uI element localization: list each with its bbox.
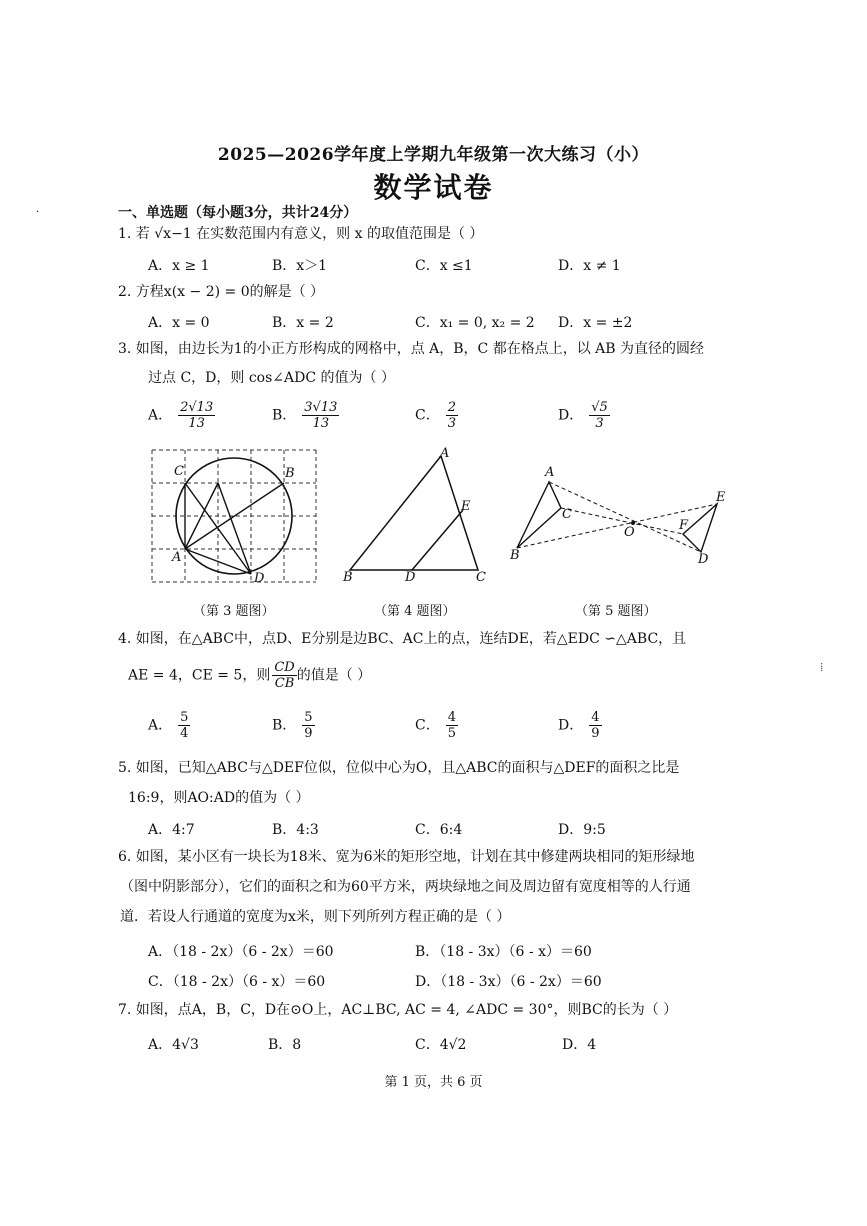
question-7-option-a: A．4√3 — [148, 1037, 199, 1053]
question-6-option-b: B．（18 - 3x）（6 - x）＝60 — [415, 944, 592, 960]
fraction-denominator: CB — [274, 676, 295, 691]
figure-3-caption: （第 3 题图） — [193, 604, 275, 619]
question-7-option-b: B．8 — [268, 1037, 302, 1053]
edge-dot: · — [36, 207, 40, 218]
question-7-stem: 7. 如图，点A，B，C，D在⊙O上，AC⊥BC, AC = 4, ∠ADC = 30°，则BC的长为（ ） — [118, 1002, 678, 1018]
fraction-numerator: √5 — [591, 400, 608, 415]
question-5-stem-line1: 5. 如图，已知△ABC与△DEF位似，位似中心为O，且△ABC的面积与△DEF的面积之比是 — [118, 760, 680, 776]
figure-4-label-c: C — [476, 570, 486, 585]
page-footer: 第 1 页，共 6 页 — [384, 1075, 483, 1090]
question-2-stem: 2. 方程x(x − 2) = 0的解是（ ） — [118, 284, 325, 300]
question-6-option-d: D．（18 - 3x）（6 - 2x）＝60 — [415, 974, 602, 990]
fraction-numerator: 5 — [304, 710, 313, 725]
question-7-option-d: D．4 — [562, 1037, 597, 1053]
fraction — [589, 710, 601, 741]
figure-4-caption: （第 4 题图） — [374, 604, 456, 619]
section-heading: 一、单选题（每小题3分，共计24分） — [118, 205, 358, 221]
figure-5-label-b: B — [510, 548, 520, 563]
fraction — [178, 400, 215, 431]
question-4-option-a — [148, 710, 190, 741]
option-letter: D． — [558, 717, 584, 734]
option-letter: D． — [558, 407, 584, 424]
question-4-option-c — [415, 710, 458, 741]
question-2-option-a: A．x = 0 — [148, 315, 210, 331]
figure-4-label-a: A — [440, 446, 450, 461]
option-letter: C． — [415, 407, 440, 424]
question-6-option-a: A．（18 - 2x）（6 - 2x）＝60 — [148, 944, 334, 960]
figure-4-triangle — [340, 446, 500, 586]
question-5-option-a: A．4:7 — [148, 822, 195, 838]
figure-3-label-b: B — [285, 466, 295, 481]
fraction-numerator: CD — [274, 660, 295, 675]
fraction-denominator: 4 — [180, 726, 189, 741]
fraction — [272, 660, 296, 691]
question-3-option-d — [558, 400, 610, 431]
fraction-numerator: 5 — [180, 710, 189, 725]
fraction-denominator: 3 — [447, 416, 456, 431]
question-4-stem-line2 — [128, 660, 371, 691]
figure-3-label-a: A — [172, 550, 182, 565]
question-4-stem-suffix: 的值是（ ） — [296, 667, 372, 684]
fraction-denominator: 9 — [304, 726, 313, 741]
figure-5-label-e: E — [716, 490, 726, 505]
option-letter: A． — [148, 407, 173, 424]
figure-3-label-d: D — [254, 571, 265, 586]
fraction-denominator: 3 — [595, 416, 604, 431]
fraction — [178, 710, 190, 741]
figure-4-label-b: B — [343, 570, 353, 585]
question-3-stem-line1: 3. 如图，由边长为1的小正方形构成的网格中，点 A，B，C 都在格点上，以 AB 为直径的圆经 — [118, 341, 705, 357]
question-2-option-d: D．x = ±2 — [558, 315, 633, 331]
figure-5-label-a: A — [545, 465, 555, 480]
fraction — [302, 400, 339, 431]
fraction-numerator: 2 — [447, 400, 456, 415]
question-4-option-b — [272, 710, 315, 741]
question-6-option-c: C．（18 - 2x）（6 - x）＝60 — [148, 974, 326, 990]
fraction-denominator: 9 — [591, 726, 600, 741]
figure-4-label-d: D — [405, 570, 416, 585]
question-1-option-a: A．x ≥ 1 — [148, 258, 210, 274]
fraction-denominator: 5 — [447, 726, 456, 741]
question-5-option-b: B．4:3 — [272, 822, 319, 838]
question-3-stem-line2: 过点 C，D，则 cos∠ADC 的值为（ ） — [148, 370, 395, 386]
fraction-numerator: 2√13 — [180, 400, 214, 415]
question-6-stem-line3: 道．若设人行通道的宽度为x米，则下列所列方程正确的是（ ） — [120, 909, 511, 925]
exam-subtitle: 2025—2026学年度上学期九年级第一次大练习（小） — [217, 145, 650, 165]
option-letter: B． — [272, 717, 297, 734]
figure-5-label-f: F — [679, 518, 689, 533]
fraction-numerator: 4 — [591, 710, 600, 725]
option-letter: B． — [272, 407, 297, 424]
question-6-stem-line2: （图中阴影部分），它们的面积之和为60平方米，两块绿地之间及周边留有宽度相等的人行通 — [120, 879, 691, 895]
question-1-option-d: D．x ≠ 1 — [558, 258, 621, 274]
question-7-option-c: C．4√2 — [415, 1037, 467, 1053]
figure-5-label-o: O — [624, 525, 635, 540]
question-5-stem-line2: 16:9，则AO:AD的值为（ ） — [128, 790, 310, 806]
fraction-numerator: 4 — [447, 710, 456, 725]
fraction-denominator: 13 — [312, 416, 330, 431]
question-1-option-c: C．x ≤1 — [415, 258, 473, 274]
question-3-option-a — [148, 400, 215, 431]
fraction — [446, 710, 458, 741]
fraction-numerator: 3√13 — [304, 400, 338, 415]
exam-title: 数学试卷 — [373, 171, 494, 204]
question-3-option-c — [415, 400, 458, 431]
question-5-option-c: C．6:4 — [415, 822, 463, 838]
fraction-denominator: 13 — [188, 416, 205, 431]
fraction — [302, 710, 314, 741]
question-1-option-b: B．x＞1 — [272, 258, 328, 274]
fraction — [446, 400, 458, 431]
question-2-option-b: B．x = 2 — [272, 315, 334, 331]
question-3-option-b — [272, 400, 339, 431]
fraction — [589, 400, 610, 431]
question-1-stem: 1. 若 √x−1 在实数范围内有意义，则 x 的取值范围是（ ） — [118, 226, 484, 242]
question-2-option-c: C．x₁ = 0, x₂ = 2 — [415, 315, 535, 331]
figure-5-label-c: C — [562, 507, 572, 522]
figure-3-label-c: C — [174, 464, 184, 479]
question-4-stem-line1: 4. 如图，在△ABC中，点D、E分别是边BC、AC上的点，连结DE，若△EDC ∽△ABC，且 — [118, 631, 687, 647]
figure-5-label-d: D — [698, 552, 709, 567]
question-4-option-d — [558, 710, 602, 741]
figure-3-segments — [185, 483, 284, 574]
figure-5-homothety — [505, 460, 730, 570]
figure-4-label-e: E — [461, 499, 471, 514]
question-4-stem-prefix: AE = 4，CE = 5，则 — [128, 667, 271, 684]
question-5-option-d: D．9:5 — [558, 822, 606, 838]
option-letter: A． — [148, 717, 173, 734]
margin-mark: ⁞ — [820, 660, 824, 674]
question-6-stem-line1: 6. 如图，某小区有一块长为18米、宽为6米的矩形空地，计划在其中修建两块相同的矩形绿地 — [118, 849, 695, 865]
option-letter: C． — [415, 717, 440, 734]
figure-5-caption: （第 5 题图） — [575, 604, 657, 619]
